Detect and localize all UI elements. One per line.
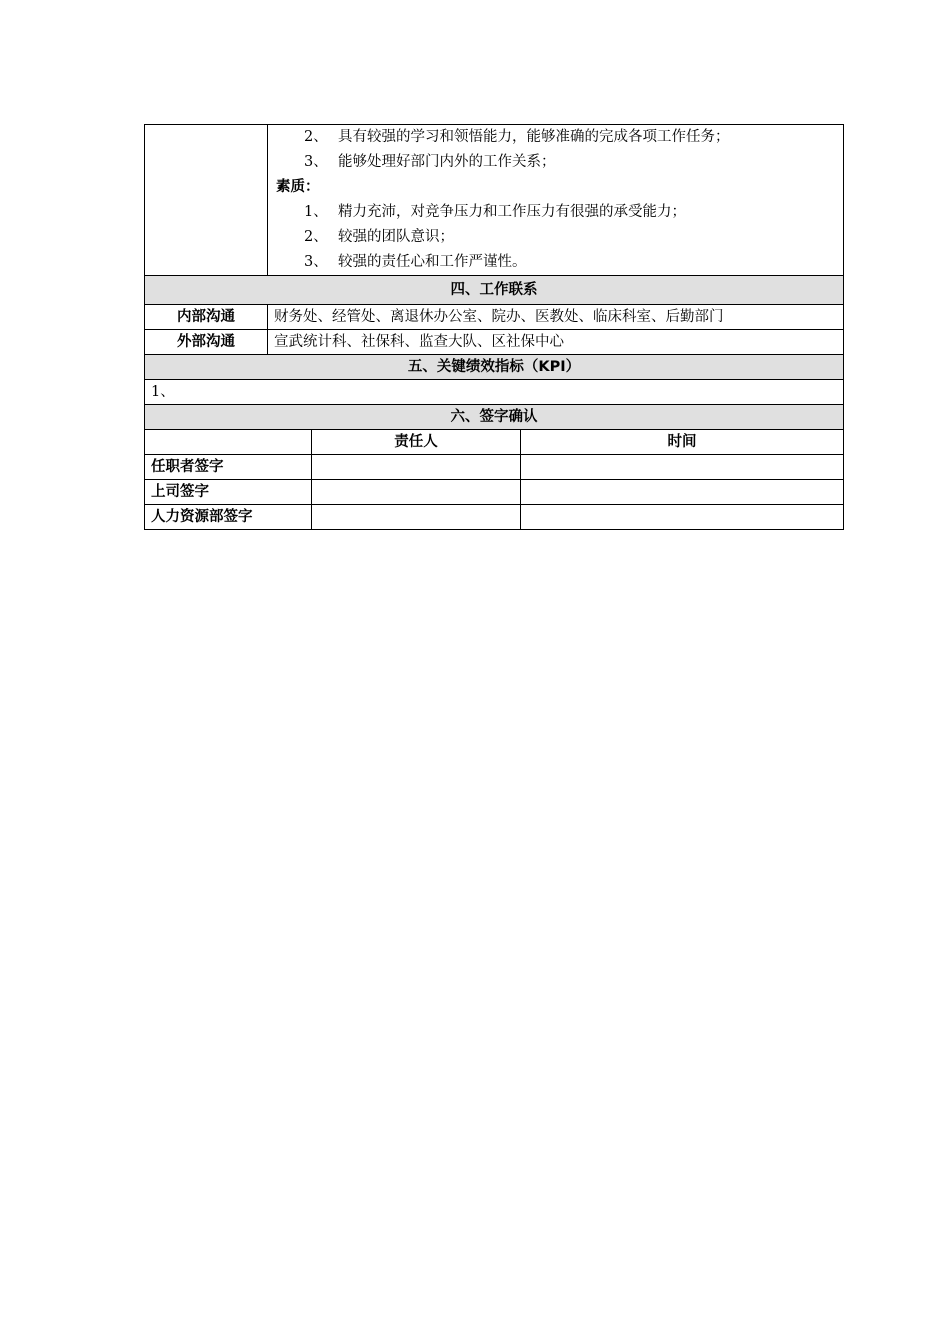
item-number: 3、 xyxy=(304,154,328,170)
signature-person-cell[interactable] xyxy=(312,455,521,480)
signature-row xyxy=(145,480,844,505)
section-header-kpi xyxy=(145,355,844,380)
external-label: 外部沟通 xyxy=(145,330,268,355)
signature-time-cell[interactable] xyxy=(521,505,844,530)
section-title: 四、工作联系 xyxy=(145,276,844,305)
signature-row-label: 人力资源部签字 xyxy=(145,505,312,530)
requirements-content-cell xyxy=(268,125,844,276)
item-number: 2、 xyxy=(304,129,328,145)
section-title: 五、关键绩效指标（KPI） xyxy=(145,355,844,380)
signature-row xyxy=(145,455,844,480)
item-number: 1、 xyxy=(304,204,328,220)
signature-row-label: 任职者签字 xyxy=(145,455,312,480)
requirements-label-cell xyxy=(145,125,268,276)
item-text: 较强的责任心和工作严谨性。 xyxy=(338,254,527,270)
signature-time-cell[interactable] xyxy=(521,480,844,505)
item-text: 具有较强的学习和领悟能力，能够准确的完成各项工作任务； xyxy=(338,129,730,145)
col-time-header: 时间 xyxy=(521,430,844,455)
ability-item xyxy=(276,125,835,150)
external-communication-row xyxy=(145,330,844,355)
signature-time-cell[interactable] xyxy=(521,455,844,480)
section-header-relations xyxy=(145,276,844,305)
internal-communication-row xyxy=(145,305,844,330)
requirements-row xyxy=(145,125,844,276)
signature-person-cell[interactable] xyxy=(312,480,521,505)
signature-row xyxy=(145,505,844,530)
external-value: 宣武统计科、社保科、监查大队、区社保中心 xyxy=(268,330,844,355)
ability-item xyxy=(276,150,835,175)
internal-value: 财务处、经管处、离退休办公室、院办、医教处、临床科室、后勤部门 xyxy=(268,305,844,330)
signature-row-label: 上司签字 xyxy=(145,480,312,505)
signature-header-row xyxy=(145,430,844,455)
kpi-item: 1、 xyxy=(145,380,844,405)
signature-person-cell[interactable] xyxy=(312,505,521,530)
quality-item xyxy=(276,225,835,250)
internal-label: 内部沟通 xyxy=(145,305,268,330)
quality-item xyxy=(276,200,835,225)
signature-corner-cell xyxy=(145,430,312,455)
section-title: 六、签字确认 xyxy=(145,405,844,430)
item-text: 能够处理好部门内外的工作关系； xyxy=(338,154,556,170)
item-number: 3、 xyxy=(304,254,328,270)
item-text: 较强的团队意识； xyxy=(338,229,454,245)
item-text: 精力充沛，对竞争压力和工作压力有很强的承受能力； xyxy=(338,204,686,220)
quality-heading: 素质： xyxy=(276,179,320,195)
col-person-header: 责任人 xyxy=(312,430,521,455)
job-description-page xyxy=(144,124,843,530)
section-header-signature xyxy=(145,405,844,430)
job-description-table xyxy=(144,124,844,530)
quality-item xyxy=(276,250,835,275)
kpi-row xyxy=(145,380,844,405)
item-number: 2、 xyxy=(304,229,328,245)
